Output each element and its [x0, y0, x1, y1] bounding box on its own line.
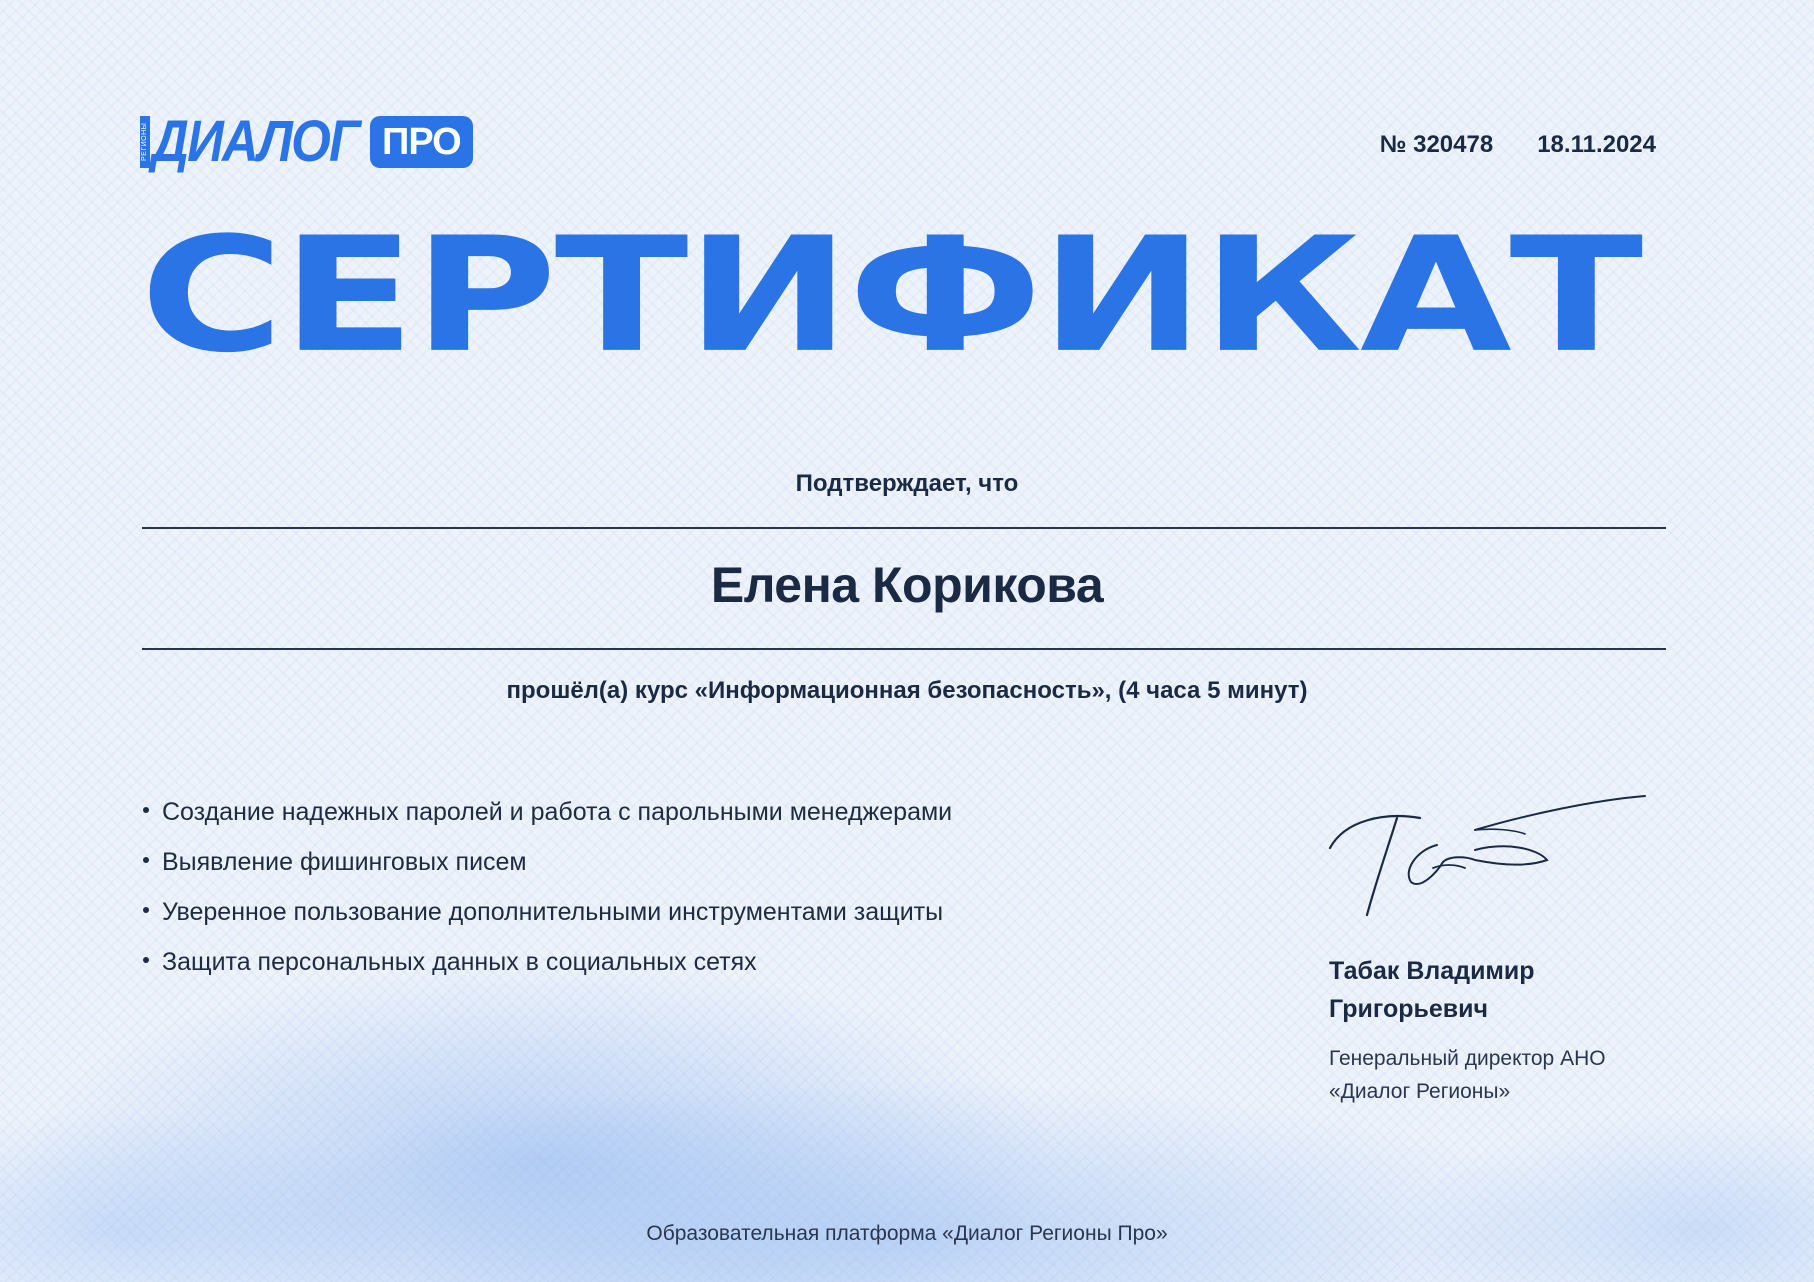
signer-title-line1: Генеральный директор АНО: [1329, 1047, 1606, 1070]
signer-title: [1329, 1042, 1649, 1108]
skills-list: [140, 792, 952, 992]
certificate-date: 18.11.2024: [1537, 131, 1656, 158]
divider-bottom: [142, 648, 1666, 650]
certificate-title: СЕРТИФИКАТ: [140, 202, 1641, 388]
skill-item: [140, 842, 952, 892]
skill-item: [140, 892, 952, 942]
certificate-meta: [1380, 131, 1656, 159]
bullet-icon: [143, 857, 149, 863]
signer-title-line2: «Диалог Регионы»: [1329, 1080, 1511, 1103]
logo-regions-text: РЕГИОНЫ: [140, 116, 150, 168]
divider-top: [142, 527, 1666, 529]
signer-name-line1: Табак Владимир: [1329, 957, 1535, 985]
footer-platform-text: Образовательная платформа «Диалог Регионы Про»: [646, 1222, 1168, 1245]
bullet-icon: [143, 957, 149, 963]
signer-name: [1329, 952, 1649, 1028]
signer-name-line2: Григорьевич: [1329, 995, 1489, 1023]
skill-text: Выявление фишинговых писем: [162, 848, 527, 876]
signature-image: [1325, 790, 1650, 920]
logo-pro-badge: ПРО: [370, 116, 473, 168]
skill-text: Уверенное пользование дополнительными инструментами защиты: [162, 898, 944, 926]
recipient-name: Елена Корикова: [710, 557, 1104, 613]
bullet-icon: [143, 807, 149, 813]
certificate-title-container: [140, 202, 1670, 388]
skill-text: Защита персональных данных в социальных сетях: [162, 948, 757, 976]
signer-block: [1329, 952, 1649, 1108]
bullet-icon: [143, 907, 149, 913]
confirm-text: Подтверждает, что: [795, 470, 1019, 497]
skill-text: Создание надежных паролей и работа с парольными менеджерами: [162, 798, 953, 826]
certificate-number: № 320478: [1379, 131, 1494, 158]
skill-item: [140, 792, 952, 842]
logo: [140, 109, 461, 174]
logo-wordmark: ДИАЛОГ: [152, 109, 359, 174]
skill-item: [140, 942, 952, 992]
course-text: прошёл(а) курс «Информационная безопасность», (4 часа 5 минут): [506, 677, 1308, 704]
